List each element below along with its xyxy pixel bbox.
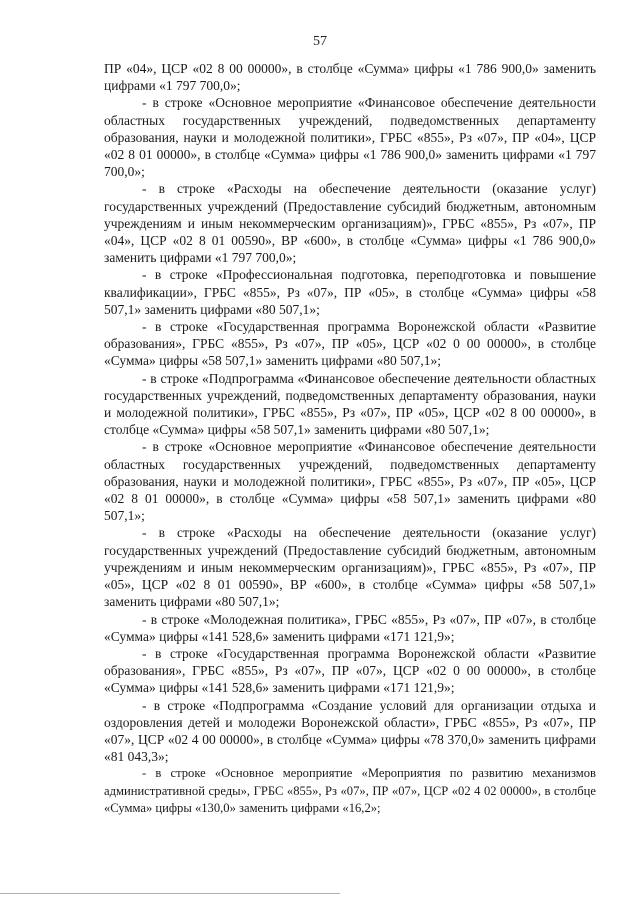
paragraph: - в строке «Основное мероприятие «Мероприятия по развитию механизмов административной среды», ГРБС «855», Рз «07», ПР «07», ЦСР «02 4 02 00000», в столбце «Сумма» цифры «130,0» заменить цифрами «16,2»; xyxy=(104,766,596,815)
paragraph: - в строке «Расходы на обеспечение деятельности (оказание услуг) государственных учреждений (Предоставление субсидий бюджетным, автономным учреждениям и иным некоммерческим организациям)», ГРБС «855», Рз «07», ПР «04», ЦСР «02 8 01 00590», ВР «600», в столбце «Сумма» цифры «1 786 900,0» заменить цифрами «1 797 700,0»; xyxy=(104,181,596,266)
footer-divider xyxy=(0,893,340,894)
paragraph: - в строке «Молодежная политика», ГРБС «855», Рз «07», ПР «07», в столбце «Сумма» цифры «141 528,6» заменить цифрами «171 121,9»; xyxy=(104,611,596,644)
paragraph: - в строке «Профессиональная подготовка, переподготовка и повышение квалификации», ГРБС «855», Рз «07», ПР «05», в столбце «Сумма» цифры «58 507,1» заменить цифрами «80 507,1»; xyxy=(104,267,596,317)
paragraph: - в строке «Расходы на обеспечение деятельности (оказание услуг) государственных учреждений (Предоставление субсидий бюджетным, автономным учреждениям и иным некоммерческим организациям)», ГРБС «855», Рз «07», ПР «05», ЦСР «02 8 01 00590», ВР «600», в столбце «Сумма» цифры «58 507,1» заменить цифрами «80 507,1»; xyxy=(104,525,596,610)
paragraph: - в строке «Основное мероприятие «Финансовое обеспечение деятельности областных государственных учреждений, подведомственных департаменту образования, науки и молодежной политики», ГРБС «855», Рз «07», ПР «04», ЦСР «02 8 01 00000», в столбце «Сумма» цифры «1 786 900,0» заменить цифрами «1 797 700,0»; xyxy=(104,95,596,180)
paragraph-continuation: ПР «04», ЦСР «02 8 00 00000», в столбце «Сумма» цифры «1 786 900,0» заменить цифрами «1 797 700,0»; xyxy=(104,61,596,94)
paragraph: - в строке «Государственная программа Воронежской области «Развитие образования», ГРБС «855», Рз «07», ПР «05», ЦСР «02 0 00 00000», в столбце «Сумма» цифры «58 507,1» заменить цифрами «80 507,1»; xyxy=(104,319,596,369)
paragraph: - в строке «Государственная программа Воронежской области «Развитие образования», ГРБС «855», Рз «07», ПР «07», ЦСР «02 0 00 00000», в столбце «Сумма» цифры «141 528,6» заменить цифрами «171 121,9»; xyxy=(104,645,596,696)
paragraph: - в строке «Подпрограмма «Создание условий для организации отдыха и оздоровления детей и молодежи Воронежской области», ГРБС «855», Рз «07», ПР «07», ЦСР «02 4 00 00000», в столбце «Сумма» цифры «78 370,0» заменить цифрами «81 043,3»; xyxy=(104,697,596,765)
document-body xyxy=(104,60,596,817)
paragraph: - в строке «Основное мероприятие «Финансовое обеспечение деятельности областных государственных учреждений, подведомственных департаменту образования, науки и молодежной политики», ГРБС «855», Рз «07», ПР «05», ЦСР «02 8 01 00000», в столбце «Сумма» цифры «58 507,1» заменить цифрами «80 507,1»; xyxy=(104,439,596,524)
paragraph: - в строке «Подпрограмма «Финансовое обеспечение деятельности областных государственных учреждений, подведомственных департаменту образования, науки и молодежной политики», ГРБС «855», Рз «07», ПР «05», ЦСР «02 8 00 00000», в столбце «Сумма» цифры «58 507,1» заменить цифрами «80 507,1»; xyxy=(104,370,596,438)
page-number: 57 xyxy=(313,34,327,49)
